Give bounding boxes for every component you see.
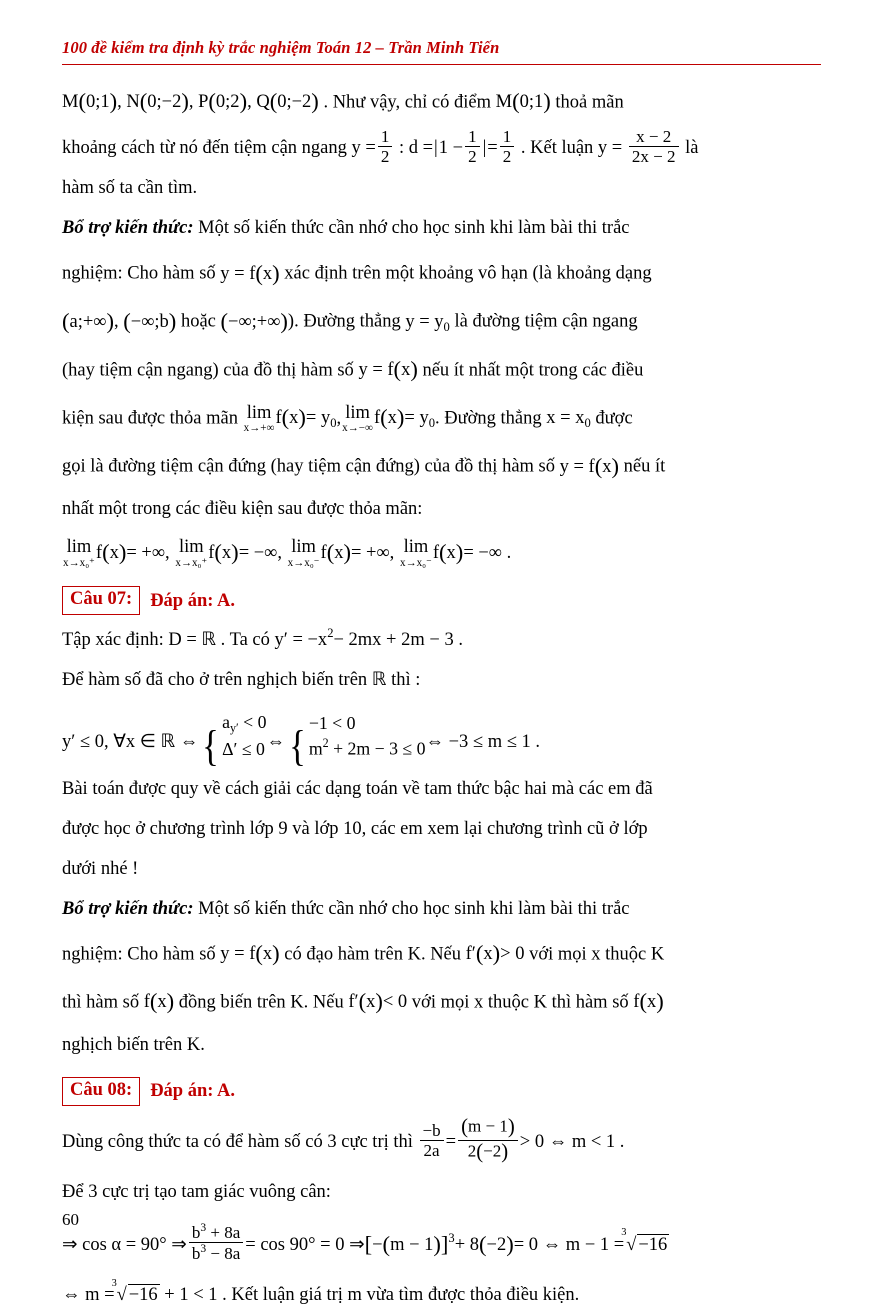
paragraph-intervals: (a;+∞), (−∞;b) hoặc (−∞;+∞)). Đường thẳng $y = y_0$ là đường tiệm cận ngang bbox=[62, 308, 638, 334]
q7-system-equation bbox=[62, 710, 821, 770]
math-final-fraction: $\frac{x - 2}{2x - 2}$ bbox=[627, 138, 681, 158]
q7-supplement-heading: Bổ trợ kiến thức: Một số kiến thức cần nhớ cho học sinh khi làm bài thi trắc bbox=[62, 898, 630, 919]
q8-paragraph-formula: Dùng công thức ta có để hàm số có 3 cực trị thì $\frac{-b}{2a}$ = $\frac{(m - 1)}{2(-2)}$ > 0 ⇔ m < 1 . bbox=[62, 1116, 625, 1163]
supplement-label: Bổ trợ kiến thức: bbox=[62, 218, 194, 239]
math-system: y′ ≤ 0, ∀x ∈ ℝ ⇔{ $a_{y'} < 0$ Δ′ ≤ 0 ⇔{ −1 < 0 $m^2 + 2m - 3 \le 0$ ⇔ −3 ≤ m ≤ 1 . bbox=[62, 712, 541, 770]
math-m-result: ⇔ m = 3 √ −16 bbox=[62, 1277, 158, 1305]
math-fx-1: y = f(x) bbox=[220, 260, 280, 286]
math-point-m: M(0;1) bbox=[495, 89, 551, 114]
paragraph-vertical-asymptote: gọi là đường tiệm cận đứng (hay tiệm cận đứng) của đồ thị hàm số y = f(x) nếu ít bbox=[62, 453, 666, 479]
math-fx-4: y = f(x) bbox=[220, 940, 280, 966]
q7-paragraph-note-3: dưới nhé ! bbox=[62, 858, 139, 879]
paragraph-points: M(0;1), N(0;−2), P(0;2), Q(0;−2) . Như vậy, chỉ có điểm M(0;1) thoả mãn bbox=[62, 89, 624, 114]
math-limit-4: lim x→x₀⁻ f(x)= −∞ . bbox=[399, 537, 512, 569]
math-fprime-neg: f′(x)< 0 bbox=[348, 988, 408, 1014]
math-interval-3: (−∞;+∞) bbox=[220, 308, 288, 334]
page-header: 100 đề kiểm tra định kỳ trắc nghiệm Toán 12 – Trần Minh Tiến bbox=[62, 38, 821, 65]
math-points: M(0;1), N(0;−2), P(0;2), Q(0;−2) bbox=[62, 89, 319, 114]
paragraph-horizontal-asymptote: (hay tiệm cận ngang) của đồ thị hàm số y = f(x) nếu ít nhất một trong các điều bbox=[62, 356, 644, 382]
math-fx-5: f(x) bbox=[143, 988, 175, 1014]
math-x-x0: $x = x_0$ bbox=[546, 408, 591, 431]
question-07-heading bbox=[62, 586, 821, 615]
question-08-label: Câu 08: bbox=[62, 1077, 140, 1106]
paragraph-distance: khoảng cách từ nó đến tiệm cận ngang y = $\frac{1}{2}$ : d =|1 − $\frac{1}{2}$ |= $\frac{1}{2}$ . Kết luận y = $\frac{x - 2}{2x - 2}$ là bbox=[62, 127, 699, 167]
math-interval-2: (−∞;b) bbox=[123, 308, 177, 334]
math-fprime-pos: f′(x)> 0 bbox=[465, 940, 525, 966]
q8-paragraph-cos bbox=[62, 1222, 821, 1267]
math-fx-3: y = f(x) bbox=[559, 453, 620, 479]
paragraph-four-limits bbox=[62, 531, 821, 574]
math-cos-equation: ⇒ cos α = 90° ⇒ $\frac{b^3 + 8a}{b^3 - 8a}$ = cos 90° = 0 ⇒[−(m − 1)]$^3$+ 8(−2)= 0 ⇔ m − 1 = 3 √ −16 bbox=[62, 1220, 668, 1264]
math-extrema-condition: $\frac{-b}{2a}$ = $\frac{(m - 1)}{2(-2)}$ > 0 ⇔ m < 1 . bbox=[418, 1132, 625, 1152]
math-fx-6: f(x) bbox=[633, 988, 664, 1014]
math-limit-3: lim x→x₀⁻ f(x)= +∞, bbox=[287, 537, 395, 569]
q7-supplement-line-2: thì hàm số f(x) đồng biến trên K. Nếu f′(x)< 0 với mọi x thuộc K thì hàm số f(x) bbox=[62, 988, 664, 1014]
supplement-label-2: Bổ trợ kiến thức: bbox=[62, 898, 194, 919]
q7-paragraph-domain: Tập xác định: D = ℝ . Ta có $y' = -x^2- 2mx + 2m - 3$ . bbox=[62, 626, 463, 651]
math-interval-1: (a;+∞) bbox=[62, 308, 115, 334]
q8-paragraph-result: ⇔ m = 3 √ −16 + 1 < 1 . Kết luận giá trị m vừa tìm được thỏa điều kiện. bbox=[62, 1277, 580, 1305]
page-content bbox=[62, 65, 821, 1315]
q8-paragraph-triangle: Để 3 cực trị tạo tam giác vuông cân: bbox=[62, 1181, 331, 1202]
math-fx-2: y = f(x) bbox=[358, 356, 418, 382]
math-distance: d =|1 − $\frac{1}{2}$ |= $\frac{1}{2}$ bbox=[409, 138, 517, 158]
math-limit-1: lim x→x₀⁺ f(x)= +∞, bbox=[63, 537, 170, 569]
math-derivative: $y' = -x^2- 2mx + 2m - 3$ . bbox=[274, 626, 463, 651]
paragraph-conditions-intro: nhất một trong các điều kiện sau được thỏa mãn: bbox=[62, 499, 423, 520]
paragraph-supplement-1b: nghiệm: Cho hàm số y = f(x) xác định trên một khoảng vô hạn (là khoảng dạng bbox=[62, 260, 652, 286]
q7-supplement-line-3: nghịch biến trên K. bbox=[62, 1035, 205, 1056]
question-08-heading bbox=[62, 1077, 821, 1106]
q7-supplement-line-1: nghiệm: Cho hàm số y = f(x) có đạo hàm trên K. Nếu f′(x)> 0 với mọi x thuộc K bbox=[62, 940, 665, 966]
math-limit-plus-inf: lim x→+∞ $f(x)= y_0$ bbox=[243, 402, 337, 435]
q7-paragraph-note-2: được học ở chương trình lớp 9 và lớp 10, các em xem lại chương trình cũ ở lớp bbox=[62, 818, 648, 839]
math-y-y0: $y = y_0$ bbox=[405, 311, 450, 334]
paragraph-supplement-1: Bổ trợ kiến thức: Một số kiến thức cần nhớ cho học sinh khi làm bài thi trắc bbox=[62, 218, 630, 239]
page-number: 60 bbox=[62, 1210, 79, 1229]
question-08-answer: Đáp án: A. bbox=[150, 1081, 236, 1102]
paragraph-conclusion: hàm số ta cần tìm. bbox=[62, 178, 198, 199]
math-y-half: y = $\frac{1}{2}$ bbox=[352, 138, 395, 158]
question-07-label: Câu 07: bbox=[62, 586, 140, 615]
paragraph-limits-conditions: kiện sau được thỏa mãn lim x→+∞ $f(x)= y_0$, lim x→−∞ $f(x)= y_0$. Đường thẳng $x = x_0$ được bbox=[62, 402, 633, 435]
q7-paragraph-condition: Để hàm số đã cho ở trên nghịch biến trên ℝ thì : bbox=[62, 670, 421, 691]
math-limit-minus-inf: lim x→−∞ $f(x)= y_0$ bbox=[342, 402, 435, 435]
question-07-answer: Đáp án: A. bbox=[150, 590, 236, 611]
q7-paragraph-note-1: Bài toán được quy về cách giải các dạng toán về tam thức bậc hai mà các em đã bbox=[62, 779, 653, 800]
math-limit-2: lim x→x₀⁺ f(x)= −∞, bbox=[175, 537, 282, 569]
